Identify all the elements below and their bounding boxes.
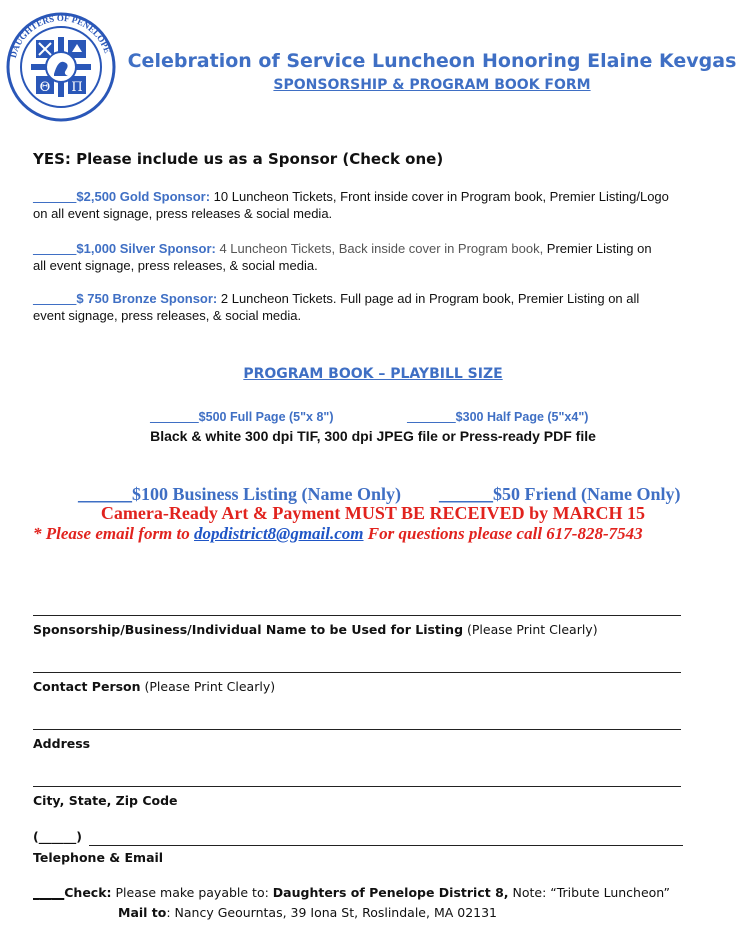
program-book-heading: PROGRAM BOOK – PLAYBILL SIZE	[243, 366, 503, 382]
silver-sponsor-option[interactable]	[33, 240, 745, 274]
phone-notice: For questions please call 617-828-7543	[363, 524, 643, 543]
name-input-line[interactable]	[33, 615, 681, 616]
bronze-check-blank[interactable]: ______	[33, 291, 77, 306]
bronze-label: $ 750 Bronze Sponsor:	[76, 291, 218, 306]
phone-field-label: Telephone & Email	[33, 850, 164, 865]
half-page-label: $300 Half Page (5"x4")	[455, 410, 589, 424]
check-label: Check:	[64, 885, 112, 900]
business-listing-blank[interactable]: ______	[78, 484, 132, 504]
page-title: Celebration of Service Luncheon Honoring Elaine Kevgas	[127, 50, 737, 72]
gold-label: $2,500 Gold Sponsor:	[76, 189, 211, 204]
full-page-blank[interactable]: _______	[150, 410, 199, 424]
business-listing-option[interactable]	[78, 484, 401, 505]
business-listing-label: $100 Business Listing (Name Only)	[132, 484, 402, 504]
silver-text: Premier Listing on	[543, 241, 652, 256]
sponsor-heading: YES: Please include us as a Sponsor (Check one)	[33, 150, 444, 168]
phone-area-code[interactable]: (______)	[33, 829, 82, 844]
silver-text-gray: 4 Luncheon Tickets, Back inside cover in Program book,	[215, 241, 544, 256]
bronze-text-line2: event signage, press releases, & social media.	[33, 308, 302, 323]
seal-text: DAUGHTERS OF PENELOPE	[7, 12, 113, 59]
silver-check-blank[interactable]: ______	[33, 241, 77, 256]
check-blank[interactable]: _____	[33, 885, 65, 900]
pi-letter: Π	[71, 80, 83, 95]
bronze-sponsor-option[interactable]	[33, 290, 745, 324]
friend-label: $50 Friend (Name Only)	[493, 484, 681, 504]
city-input-line[interactable]	[33, 786, 681, 787]
file-specs: Black & white 300 dpi TIF, 300 dpi JPEG file or Press-ready PDF file	[150, 428, 596, 444]
mail-to-label: Mail to	[118, 905, 167, 920]
address-input-line[interactable]	[33, 729, 681, 730]
bronze-text: 2 Luncheon Tickets. Full page ad in Program book, Premier Listing on all	[217, 291, 640, 306]
mail-to-line	[118, 905, 497, 920]
half-page-blank[interactable]: _______	[407, 410, 456, 424]
mail-address: : Nancy Geourntas, 39 Iona St, Roslindale, MA 02131	[166, 905, 498, 920]
gold-text: 10 Luncheon Tickets, Front inside cover in Program book, Premier Listing/Logo	[210, 189, 669, 204]
friend-blank[interactable]: ______	[439, 484, 493, 504]
gold-check-blank[interactable]: ______	[33, 189, 77, 204]
theta-letter: Θ	[39, 80, 51, 95]
daughters-of-penelope-seal	[6, 12, 116, 122]
contact-field-label: Contact Person (Please Print Clearly)	[33, 679, 276, 694]
silver-text-line2: all event signage, press releases, & social media.	[33, 258, 318, 273]
email-notice	[33, 524, 643, 544]
city-field-label: City, State, Zip Code	[33, 793, 178, 808]
full-page-option[interactable]	[150, 410, 334, 424]
friend-option[interactable]	[439, 484, 680, 505]
address-field-label: Address	[33, 736, 91, 751]
email-prefix: * Please email form to	[33, 524, 195, 543]
phone-input-line[interactable]	[89, 845, 683, 846]
gold-sponsor-option[interactable]	[33, 188, 745, 222]
check-payment-line: _____Check: Please make payable to: Daughters of Penelope District 8, Note: “Tribute Luncheon”	[33, 885, 671, 900]
deadline-notice: Camera-Ready Art & Payment MUST BE RECEIVED by MARCH 15	[100, 503, 646, 523]
full-page-label: $500 Full Page (5"x 8")	[198, 410, 334, 424]
name-field-label: Sponsorship/Business/Individual Name to be Used for Listing (Please Print Clearly)	[33, 622, 598, 637]
contact-input-line[interactable]	[33, 672, 681, 673]
gold-text-line2: on all event signage, press releases & social media.	[33, 206, 333, 221]
page-subtitle: SPONSORSHIP & PROGRAM BOOK FORM	[273, 77, 591, 93]
half-page-option[interactable]	[407, 410, 588, 424]
silver-label: $1,000 Silver Sponsor:	[76, 241, 216, 256]
email-link[interactable]: dopdistrict8@gmail.com	[194, 524, 364, 543]
payee-name: Daughters of Penelope District 8,	[272, 885, 509, 900]
